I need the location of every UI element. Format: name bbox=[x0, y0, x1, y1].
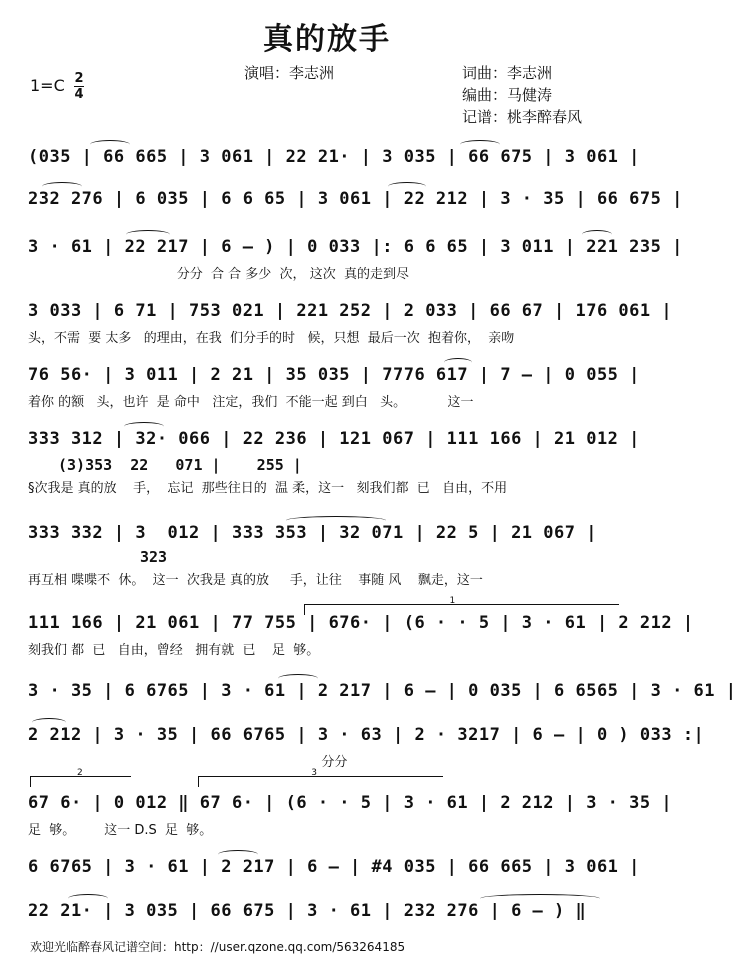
notation-line: 67 6· | 0 012 ‖ 67 6· | (6 · · 5 | 3 · 61 | 2 212 | 3 · 35 | bbox=[28, 793, 673, 813]
footer-url: 欢迎光临醉春风记谱空间：http：//user.qzone.qq.com/563264185 bbox=[30, 940, 406, 954]
score-system-6 bbox=[28, 424, 640, 496]
lyric-line: 分分 bbox=[28, 755, 348, 770]
score-system-3 bbox=[28, 232, 683, 294]
score-system-4 bbox=[28, 296, 673, 358]
lyric-line: 头，不需 要 太多 的理由，在我 们分手的时 候，只想 最后一次 抱着你， 亲吻 bbox=[28, 331, 515, 346]
volta-2: 2 bbox=[30, 776, 131, 787]
score-system-5 bbox=[28, 360, 640, 422]
time-bottom: 4 bbox=[74, 87, 84, 102]
singer-credit: 演唱：李志洲 bbox=[244, 64, 335, 82]
volta-3: 3 bbox=[198, 776, 443, 787]
harmony-line: (3)353 22 071 | 255 | bbox=[58, 456, 302, 474]
score-system-8 bbox=[28, 608, 694, 670]
key-signature: 1=C bbox=[30, 76, 65, 95]
notation-line: 22 21· | 3 035 | 66 675 | 3 · 61 | 232 276 | 6 – ) ‖ bbox=[28, 901, 587, 921]
notation-line: 3 033 | 6 71 | 753 021 | 221 252 | 2 033 | 66 67 | 176 061 | bbox=[28, 301, 673, 321]
score-system-11 bbox=[28, 788, 673, 850]
notation-line: 333 312 | 32· 066 | 22 236 | 121 067 | 111 166 | 21 012 | bbox=[28, 429, 640, 449]
transcriber-credit: 记谱：桃李醉春风 bbox=[462, 108, 583, 126]
notation-line: 333 332 | 3 012 | 333 353 | 32 071 | 22 5 | 21 067 | bbox=[28, 523, 597, 543]
notation-line: 111 166 | 21 061 | 77 755 | 676· | (6 · · 5 | 3 · 61 | 2 212 | bbox=[28, 613, 694, 633]
score-system-10 bbox=[28, 720, 705, 782]
lyric-line: 刻我们 都 已 自由，曾经 拥有就 已 足 够。 bbox=[28, 643, 320, 658]
song-title: 真的放手 bbox=[263, 22, 391, 57]
score-system-7 bbox=[28, 518, 634, 588]
arranger-credit: 编曲：马健涛 bbox=[462, 86, 553, 104]
notation-line: 3 · 61 | 22 217 | 6 – ) | 0 033 |: 6 6 65 | 3 011 | 221 235 | bbox=[28, 237, 683, 257]
notation-line: 2 212 | 3 · 35 | 66 6765 | 3 · 63 | 2 · 3217 | 6 – | 0 ) 033 :| bbox=[28, 725, 705, 745]
notation-line: 76 56· | 3 011 | 2 21 | 35 035 | 7776 617 | 7 – | 0 055 | bbox=[28, 365, 640, 385]
time-top: 2 bbox=[74, 71, 84, 86]
lyricist-credit: 词曲：李志洲 bbox=[462, 64, 553, 82]
lyric-line: 着你 的额 头，也许 是 命中 注定，我们 不能一起 到白 头。 这一 bbox=[28, 395, 474, 410]
notation-line: (035 | 66 665 | 3 061 | 22 21· | 3 035 | 66 675 | 3 061 | bbox=[28, 147, 640, 167]
volta-1: 1 bbox=[304, 604, 619, 615]
time-signature bbox=[74, 72, 84, 101]
lyric-line: 再互相 喋喋不 休。 这一 次我是 真的放 手，让往 事随 风 飘走，这一 bbox=[28, 573, 483, 588]
harmony-note: 323 bbox=[140, 548, 168, 566]
notation-line: 3 · 35 | 6 6765 | 3 · 61 | 2 217 | 6 – | 0 035 | 6 6565 | 3 · 61 | bbox=[28, 681, 737, 701]
lyric-line: §次我是 真的放 手， 忘记 那些往日的 温 柔，这一 刻我们都 已 自由，不用 bbox=[28, 481, 508, 496]
lyric-line: 足 够。 这一 D.S 足 够。 bbox=[28, 823, 213, 838]
lyric-line: 分分 合 合 多少 次， 这次 真的走到尽 bbox=[28, 267, 409, 282]
notation-line: 6 6765 | 3 · 61 | 2 217 | 6 – | #4 035 | 66 665 | 3 061 | bbox=[28, 857, 640, 877]
notation-line: 232 276 | 6 035 | 6 6 65 | 3 061 | 22 212 | 3 · 35 | 66 675 | bbox=[28, 189, 683, 209]
